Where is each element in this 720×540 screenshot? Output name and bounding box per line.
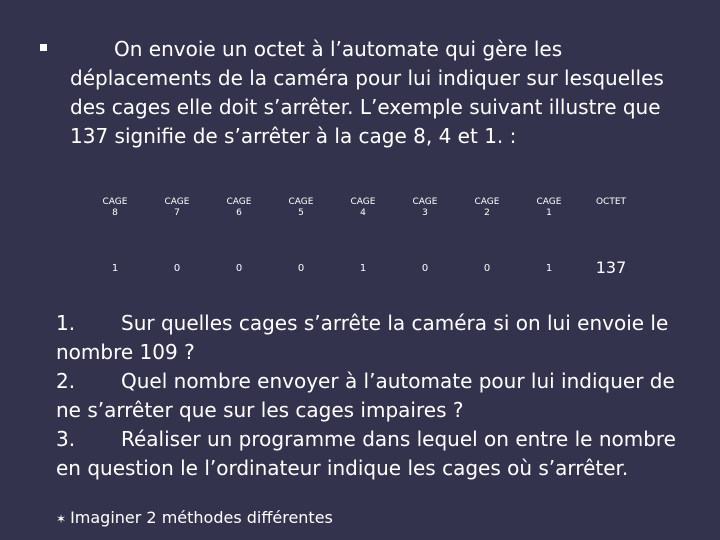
header-cell: CAGE 5 xyxy=(288,197,314,218)
question-item xyxy=(56,309,696,367)
question-item xyxy=(56,367,696,425)
value-cell: 0 xyxy=(483,263,491,274)
question-number: 1. xyxy=(56,311,76,335)
intro-paragraph: On envoie un octet à l’automate qui gère les déplacements de la caméra pour lui indiquer sur lesquelles des cages elle doit s’arrêter. L’exemple suivant illustre que 137 signifie de s’arrêter à la cage 8, 4 et 1. : xyxy=(70,37,664,148)
value-cell: 0 xyxy=(421,263,429,274)
cage-table xyxy=(84,185,642,303)
value-cell: 0 xyxy=(173,263,181,274)
header-cell: CAGE 3 xyxy=(412,197,438,218)
hint-note xyxy=(56,508,333,529)
header-cell-octet: OCTET xyxy=(595,197,627,207)
header-cell: CAGE 2 xyxy=(474,197,500,218)
octet-value-cell: 137 xyxy=(595,258,627,277)
question-item xyxy=(56,425,696,483)
cage-value-row xyxy=(84,259,642,303)
question-number: 2. xyxy=(56,369,76,393)
header-cell: CAGE 4 xyxy=(350,197,376,218)
question-text: Quel nombre envoyer à l’automate pour lui indiquer de ne s’arrêter que sur les cages impaires ? xyxy=(56,369,675,422)
question-number: 3. xyxy=(56,427,76,451)
cage-header-row xyxy=(84,185,642,259)
question-list xyxy=(56,309,696,483)
value-cell: 1 xyxy=(545,263,553,274)
header-cell: CAGE 8 xyxy=(102,197,128,218)
question-text: Réaliser un programme dans lequel on entre le nombre en question le l’ordinateur indique les cages où s’arrêter. xyxy=(56,427,676,480)
value-cell: 1 xyxy=(111,263,119,274)
header-cell: CAGE 7 xyxy=(164,197,190,218)
value-cell: 0 xyxy=(297,263,305,274)
header-cell: CAGE 1 xyxy=(536,197,562,218)
question-text: Sur quelles cages s’arrête la caméra si on lui envoie le nombre 109 ? xyxy=(56,311,669,364)
header-cell: CAGE 6 xyxy=(226,197,252,218)
square-bullet-icon xyxy=(40,44,47,51)
hint-text: Imaginer 2 méthodes différentes xyxy=(70,508,333,527)
value-cell: 0 xyxy=(235,263,243,274)
star-bullet-icon: ✶ xyxy=(56,512,67,526)
value-cell: 1 xyxy=(359,263,367,274)
